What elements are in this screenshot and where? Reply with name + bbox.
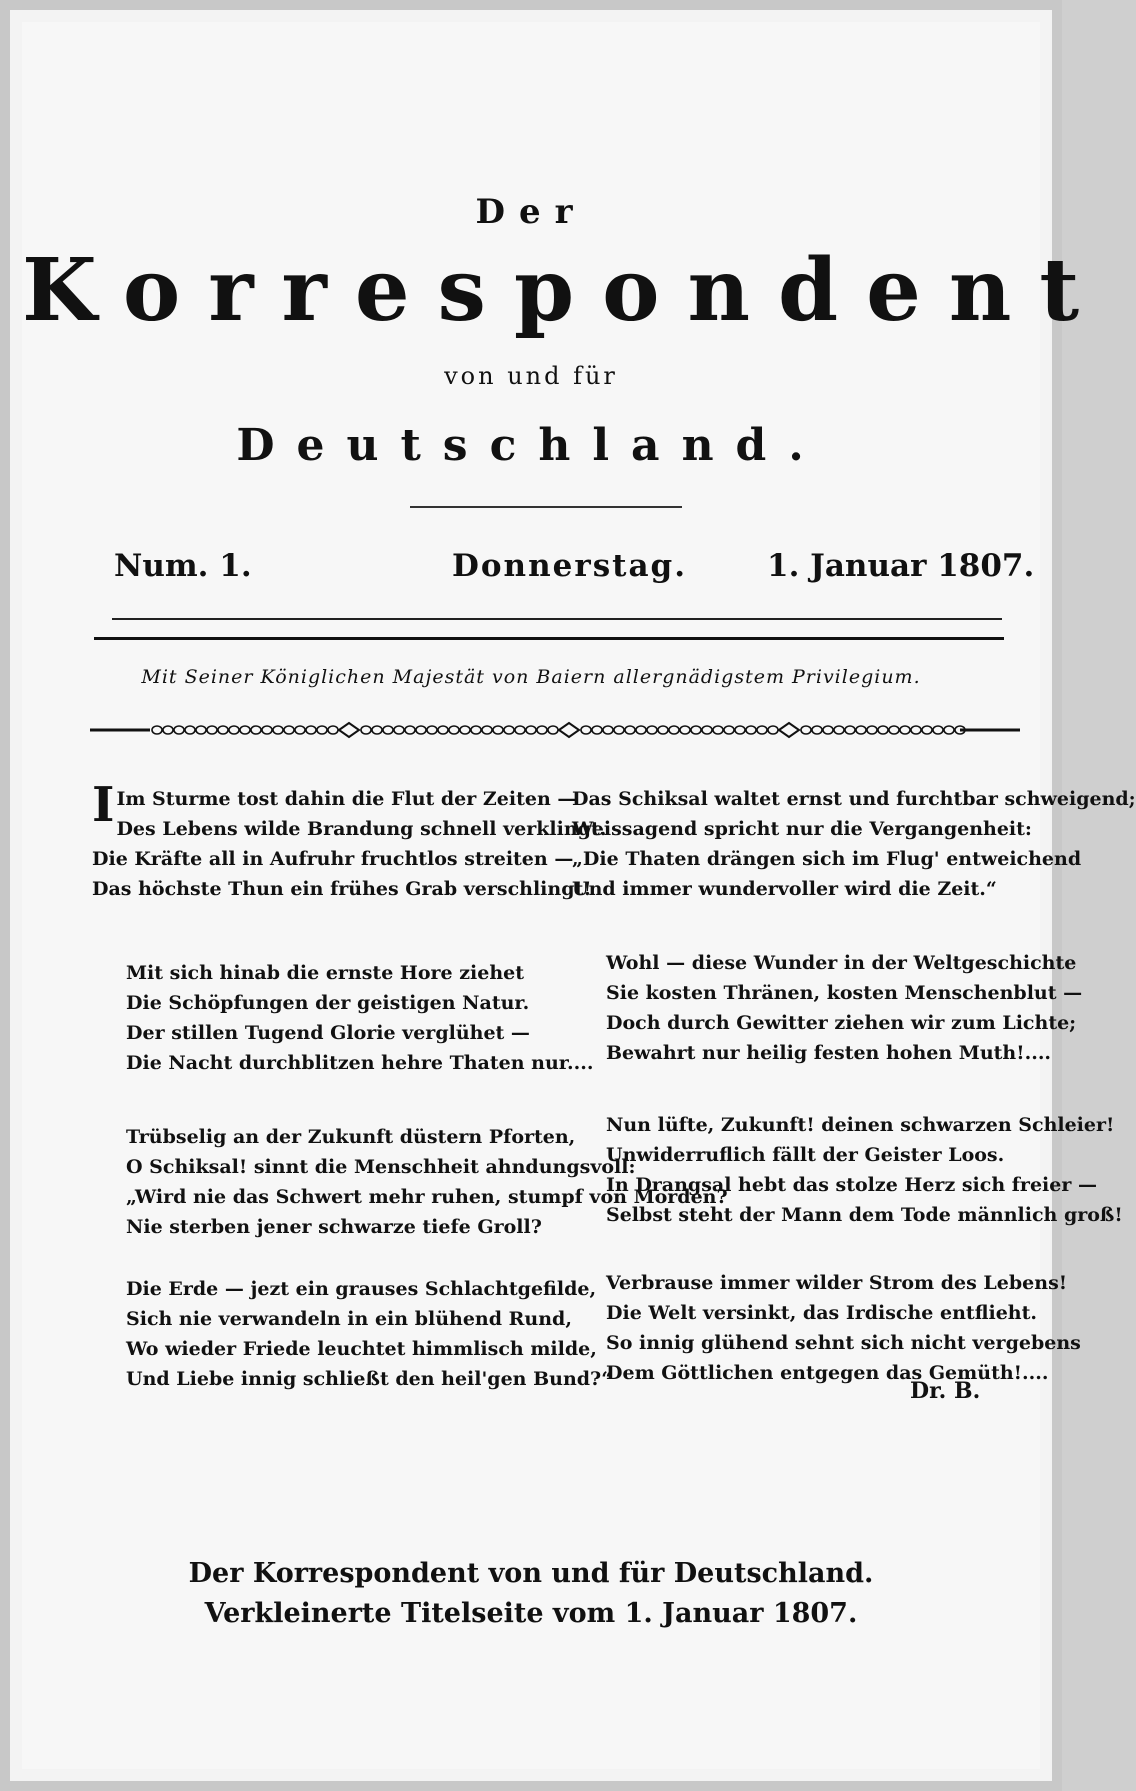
chain-link bbox=[768, 726, 778, 734]
chain-diamond bbox=[779, 723, 799, 737]
chain-link bbox=[911, 726, 921, 734]
poem-line: Sich nie verwandeln in ein blühend Rund, bbox=[126, 1308, 572, 1330]
poem-line: Dem Göttlichen entgegen das Gemüth!.... bbox=[606, 1362, 1049, 1384]
chain-link bbox=[548, 726, 558, 734]
chain-link bbox=[680, 726, 690, 734]
stanza-right-2 bbox=[572, 948, 1083, 1068]
poem-line: „Die Thaten drängen sich im Flug' entweichend bbox=[572, 848, 1082, 870]
chain-link bbox=[669, 726, 679, 734]
chain-link bbox=[449, 726, 459, 734]
chain-link bbox=[889, 726, 899, 734]
chain-link bbox=[746, 726, 756, 734]
chain-link bbox=[801, 726, 811, 734]
chain-link bbox=[240, 726, 250, 734]
masthead-divider bbox=[410, 506, 682, 508]
stanza-left-2 bbox=[92, 958, 596, 1078]
chain-link bbox=[735, 726, 745, 734]
poem-line: I Im Sturme tost dahin die Flut der Zeiten — bbox=[92, 777, 577, 833]
poem-line: Wo wieder Friede leuchtet himmlisch milde, bbox=[126, 1338, 597, 1360]
masthead-country: Deutschland. bbox=[236, 420, 826, 471]
chain-link bbox=[174, 726, 184, 734]
chain-link bbox=[878, 726, 888, 734]
chain-link bbox=[284, 726, 294, 734]
stanza-right-1 bbox=[572, 784, 1136, 904]
chain-link bbox=[317, 726, 327, 734]
chain-link bbox=[933, 726, 943, 734]
poem-line: Selbst steht der Mann dem Tode männlich groß! bbox=[606, 1204, 1123, 1226]
header-rule-thick bbox=[94, 637, 1004, 640]
poem-line: Bewahrt nur heilig festen hohen Muth!.... bbox=[606, 1042, 1052, 1064]
poem-line: Verbrause immer wilder Strom des Lebens! bbox=[606, 1272, 1068, 1294]
poem-column-right bbox=[572, 784, 1136, 1384]
chain-link bbox=[636, 726, 646, 734]
poem-column-left bbox=[92, 777, 728, 1390]
chain-link bbox=[493, 726, 503, 734]
chain-link bbox=[724, 726, 734, 734]
chain-link bbox=[273, 726, 283, 734]
poem-line: In Drangsal hebt das stolze Herz sich freier — bbox=[606, 1174, 1097, 1196]
chain-link bbox=[900, 726, 910, 734]
poem-line: Das höchste Thun ein frühes Grab verschlingt! bbox=[92, 878, 592, 900]
chain-link bbox=[504, 726, 514, 734]
chain-link bbox=[482, 726, 492, 734]
stanza-left-3 bbox=[92, 1122, 728, 1242]
poem-line: Nie sterben jener schwarze tiefe Groll? bbox=[126, 1216, 542, 1238]
header-rule-thin bbox=[112, 618, 1002, 620]
poem-line: Die Erde — jezt ein grauses Schlachtgefilde, bbox=[126, 1278, 597, 1300]
poem-line: Nun lüfte, Zukunft! deinen schwarzen Schleier! bbox=[606, 1114, 1115, 1136]
masthead-subtitle: von und für bbox=[444, 362, 618, 390]
caption-line-1: Der Korrespondent von und für Deutschland. bbox=[188, 1558, 874, 1589]
poem-line: So innig glühend sehnt sich nicht vergebens bbox=[606, 1332, 1081, 1354]
chain-link bbox=[152, 726, 162, 734]
chain-link bbox=[922, 726, 932, 734]
chain-link bbox=[262, 726, 272, 734]
chain-link bbox=[372, 726, 382, 734]
poem-line: Der stillen Tugend Glorie verglühet — bbox=[126, 1022, 530, 1044]
chain-link bbox=[306, 726, 316, 734]
poem-line: Die Welt versinkt, das Irdische entflieht. bbox=[606, 1302, 1038, 1324]
chain-link bbox=[163, 726, 173, 734]
issue-date: 1. Januar 1807. bbox=[767, 548, 1035, 584]
chain-link bbox=[229, 726, 239, 734]
poem-line: „Wird nie das Schwert mehr ruhen, stumpf von Morden? bbox=[126, 1186, 728, 1208]
chain-link bbox=[328, 726, 338, 734]
chain-link bbox=[361, 726, 371, 734]
poem-line: Trübselig an der Zukunft düstern Pforten, bbox=[126, 1126, 576, 1148]
poem-line: Unwiderruflich fällt der Geister Loos. bbox=[606, 1144, 1005, 1166]
poem-line: Das Schiksal waltet ernst und furchtbar schweigend; bbox=[572, 788, 1136, 810]
chain-link bbox=[603, 726, 613, 734]
ornamental-chain-divider bbox=[90, 718, 1020, 742]
chain-link bbox=[713, 726, 723, 734]
masthead-title: Korrespondent bbox=[22, 240, 1108, 341]
chain-link bbox=[394, 726, 404, 734]
privilege-line: Mit Seiner Königlichen Majestät von Baiern allergnädigstem Privilegium. bbox=[141, 666, 921, 688]
chain-link bbox=[834, 726, 844, 734]
poem-line: Des Lebens wilde Brandung schnell verklingt. bbox=[116, 818, 607, 840]
chain-link bbox=[823, 726, 833, 734]
chain-link bbox=[647, 726, 657, 734]
stanza-left-1 bbox=[92, 777, 607, 904]
chain-link bbox=[812, 726, 822, 734]
chain-link bbox=[944, 726, 954, 734]
masthead-der: Der bbox=[475, 192, 587, 232]
chain-diamond bbox=[559, 723, 579, 737]
chain-link bbox=[207, 726, 217, 734]
chain-link bbox=[702, 726, 712, 734]
stanza-left-4 bbox=[92, 1274, 613, 1394]
newspaper-page bbox=[22, 22, 1136, 1769]
poem-line: Und Liebe innig schließt den heil'gen Bund?“ bbox=[126, 1368, 613, 1390]
chain-link bbox=[416, 726, 426, 734]
chain-link bbox=[460, 726, 470, 734]
poem-line: Wohl — diese Wunder in der Weltgeschichte bbox=[606, 952, 1077, 974]
chain-link bbox=[218, 726, 228, 734]
chain-link bbox=[526, 726, 536, 734]
chain-link bbox=[196, 726, 206, 734]
issue-number: Num. 1. bbox=[114, 548, 252, 584]
caption-line-2: Verkleinerte Titelseite vom 1. Januar 1807. bbox=[204, 1598, 858, 1629]
poem-line: Mit sich hinab die ernste Hore ziehet bbox=[126, 962, 525, 984]
chain-link bbox=[845, 726, 855, 734]
chain-link bbox=[515, 726, 525, 734]
chain-link bbox=[295, 726, 305, 734]
chain-link bbox=[471, 726, 481, 734]
poem-line: Doch durch Gewitter ziehen wir zum Lichte; bbox=[606, 1012, 1077, 1034]
poem-line: Sie kosten Thränen, kosten Menschenblut — bbox=[606, 982, 1083, 1004]
stanza-right-4 bbox=[572, 1268, 1081, 1388]
poem-line: Die Schöpfungen der geistigen Natur. bbox=[126, 992, 530, 1014]
chain-link bbox=[658, 726, 668, 734]
chain-link bbox=[757, 726, 767, 734]
issue-weekday: Donnerstag. bbox=[452, 548, 688, 584]
chain-link bbox=[537, 726, 547, 734]
chain-link bbox=[383, 726, 393, 734]
chain-link bbox=[691, 726, 701, 734]
chain-link bbox=[251, 726, 261, 734]
poem-line: Weissagend spricht nur die Vergangenheit: bbox=[572, 818, 1032, 840]
signature: Dr. B. bbox=[910, 1378, 981, 1404]
chain-link bbox=[867, 726, 877, 734]
chain-link bbox=[427, 726, 437, 734]
chain-link bbox=[625, 726, 635, 734]
drop-cap: I bbox=[92, 777, 115, 833]
poem-line: O Schiksal! sinnt die Menschheit ahndungsvoll: bbox=[126, 1156, 636, 1178]
poem-line: Die Nacht durchblitzen hehre Thaten nur.... bbox=[126, 1052, 594, 1074]
poem-line: Die Kräfte all in Aufruhr fruchtlos streiten — bbox=[92, 848, 574, 870]
chain-link bbox=[856, 726, 866, 734]
stanza-right-3 bbox=[572, 1110, 1123, 1230]
chain-diamond bbox=[339, 723, 359, 737]
chain-link bbox=[438, 726, 448, 734]
chain-link bbox=[185, 726, 195, 734]
poem-line: Und immer wundervoller wird die Zeit.“ bbox=[572, 878, 997, 900]
chain-link bbox=[592, 726, 602, 734]
chain-link bbox=[405, 726, 415, 734]
chain-link bbox=[614, 726, 624, 734]
chain-link bbox=[581, 726, 591, 734]
